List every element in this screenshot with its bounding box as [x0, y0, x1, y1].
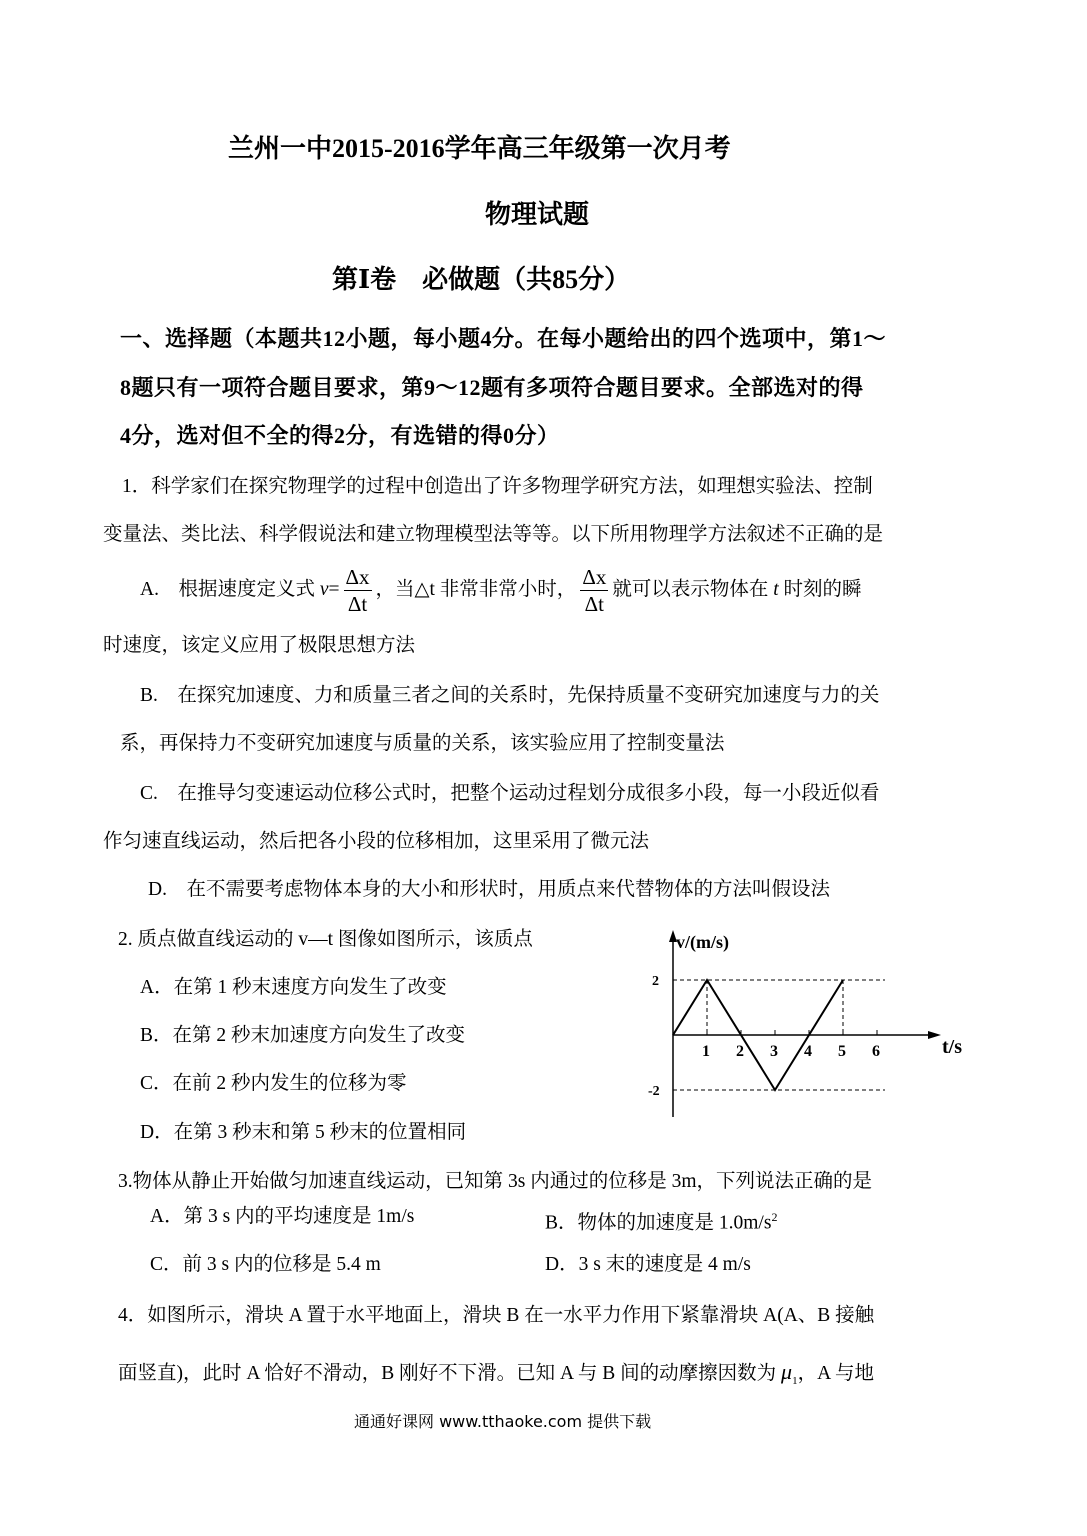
- superscript: 2: [771, 1210, 778, 1224]
- mu-symbol: μ: [781, 1359, 793, 1384]
- q3-option-b-text: B．物体的加速度是 1.0m/s: [545, 1212, 772, 1234]
- q1-a-suffix: 时刻的瞬: [778, 579, 862, 600]
- subject-title: 物理试题: [485, 200, 590, 229]
- q4-line1: 4．如图所示，滑块 A 置于水平地面上，滑块 B 在一水平力作用下紧靠滑块 A(A、B 接触: [118, 1305, 875, 1326]
- equals: =: [328, 579, 340, 600]
- q3-option-c: C．前 3 s 内的位移是 5.4 m: [150, 1254, 381, 1275]
- denominator: Δt: [584, 592, 604, 617]
- velocity-symbol: v: [319, 579, 329, 600]
- q1-option-c-cont: 作匀速直线运动，然后把各小段的位移相加，这里采用了微元法: [103, 831, 650, 852]
- q3-stem: 3.物体从静止开始做匀加速直线运动，已知第 3s 内通过的位移是 3m，下列说法正确的是: [118, 1171, 873, 1192]
- q4-line2: [118, 1360, 874, 1393]
- q1-option-a-cont: 时速度，该定义应用了极限思想方法: [103, 635, 416, 656]
- q2-option-b: B．在第 2 秒末加速度方向发生了改变: [140, 1025, 466, 1046]
- exam-title: 兰州一中2015-2016学年高三年级第一次月考: [228, 134, 731, 163]
- numerator: Δx: [345, 565, 370, 590]
- q1-a-prefix: A. 根据速度定义式: [140, 579, 320, 600]
- q2-stem: 2. 质点做直线运动的 v—t 图像如图所示，该质点: [118, 929, 533, 950]
- x-axis-arrow: [928, 1031, 941, 1039]
- y-axis-label: v/(m/s): [676, 932, 729, 952]
- time-symbol: t: [773, 579, 779, 600]
- x-axis-label: t/s: [942, 1036, 962, 1058]
- x-tick-label: 3: [770, 1043, 778, 1060]
- fraction: [344, 564, 372, 617]
- q1-stem: 变量法、类比法、科学假说法和建立物理模型法等等。以下所用物理学方法叙述不正确的是: [103, 524, 884, 545]
- section-instruction: 8题只有一项符合题目要求，第9～12题有多项符合题目要求。全部选对的得: [120, 375, 864, 400]
- x-tick-label: 5: [838, 1043, 846, 1060]
- q1-a-suffix: 就可以表示物体在: [612, 579, 774, 600]
- q1-option-b-cont: 系，再保持力不变研究加速度与质量的关系，该实验应用了控制变量法: [120, 733, 725, 754]
- footer-text: 通通好课网 www.tthaoke.com 提供下载: [354, 1412, 652, 1431]
- q1-stem: 1．科学家们在探究物理学的过程中创造出了许多物理学研究方法，如理想实验法、控制: [122, 476, 873, 497]
- numerator: Δx: [582, 565, 607, 590]
- q1-option-a: [140, 562, 862, 618]
- q4-text: 面竖直)，此时 A 恰好不滑动，B 刚好不下滑。已知 A 与 B 间的动摩擦因数为: [118, 1363, 782, 1384]
- q1-a-mid: ，当△t 非常非常小时，: [375, 579, 577, 600]
- mu-subscript: 1: [792, 1374, 798, 1387]
- y-tick-label: -2: [648, 1084, 660, 1099]
- vt-graph: [630, 920, 990, 1130]
- section-instruction: 一、选择题（本题共12小题，每小题4分。在每小题给出的四个选项中，第1～: [120, 326, 887, 351]
- q2-option-c: C．在前 2 秒内发生的位移为零: [140, 1073, 407, 1094]
- x-tick-label: 4: [804, 1043, 812, 1060]
- q4-text: ，A 与地: [797, 1363, 874, 1384]
- q2-option-a: A．在第 1 秒末速度方向发生了改变: [140, 977, 447, 998]
- q3-option-b: [545, 1205, 777, 1236]
- part-title: 第Ⅰ卷 必做题（共85分）: [332, 265, 631, 294]
- q1-option-b: B. 在探究加速度、力和质量三者之间的关系时，先保持质量不变研究加速度与力的关: [140, 685, 880, 706]
- x-tick-label: 2: [736, 1043, 744, 1060]
- q2-option-d: D．在第 3 秒末和第 5 秒末的位置相同: [140, 1122, 467, 1143]
- y-tick-label: 2: [652, 974, 659, 989]
- section-instruction: 4分，选对但不全的得2分，有选错的得0分）: [120, 423, 560, 448]
- q3-option-a: A．第 3 s 内的平均速度是 1m/s: [150, 1206, 415, 1227]
- x-tick-label: 6: [872, 1043, 880, 1060]
- q3-option-d: D．3 s 末的速度是 4 m/s: [545, 1254, 751, 1275]
- fraction: [580, 564, 608, 617]
- q1-option-d: D. 在不需要考虑物体本身的大小和形状时，用质点来代替物体的方法叫假设法: [148, 879, 830, 900]
- x-tick-label: 1: [702, 1043, 710, 1060]
- denominator: Δt: [347, 592, 368, 617]
- q1-option-c: C. 在推导匀变速运动位移公式时，把整个运动过程划分成很多小段，每一小段近似看: [140, 783, 880, 804]
